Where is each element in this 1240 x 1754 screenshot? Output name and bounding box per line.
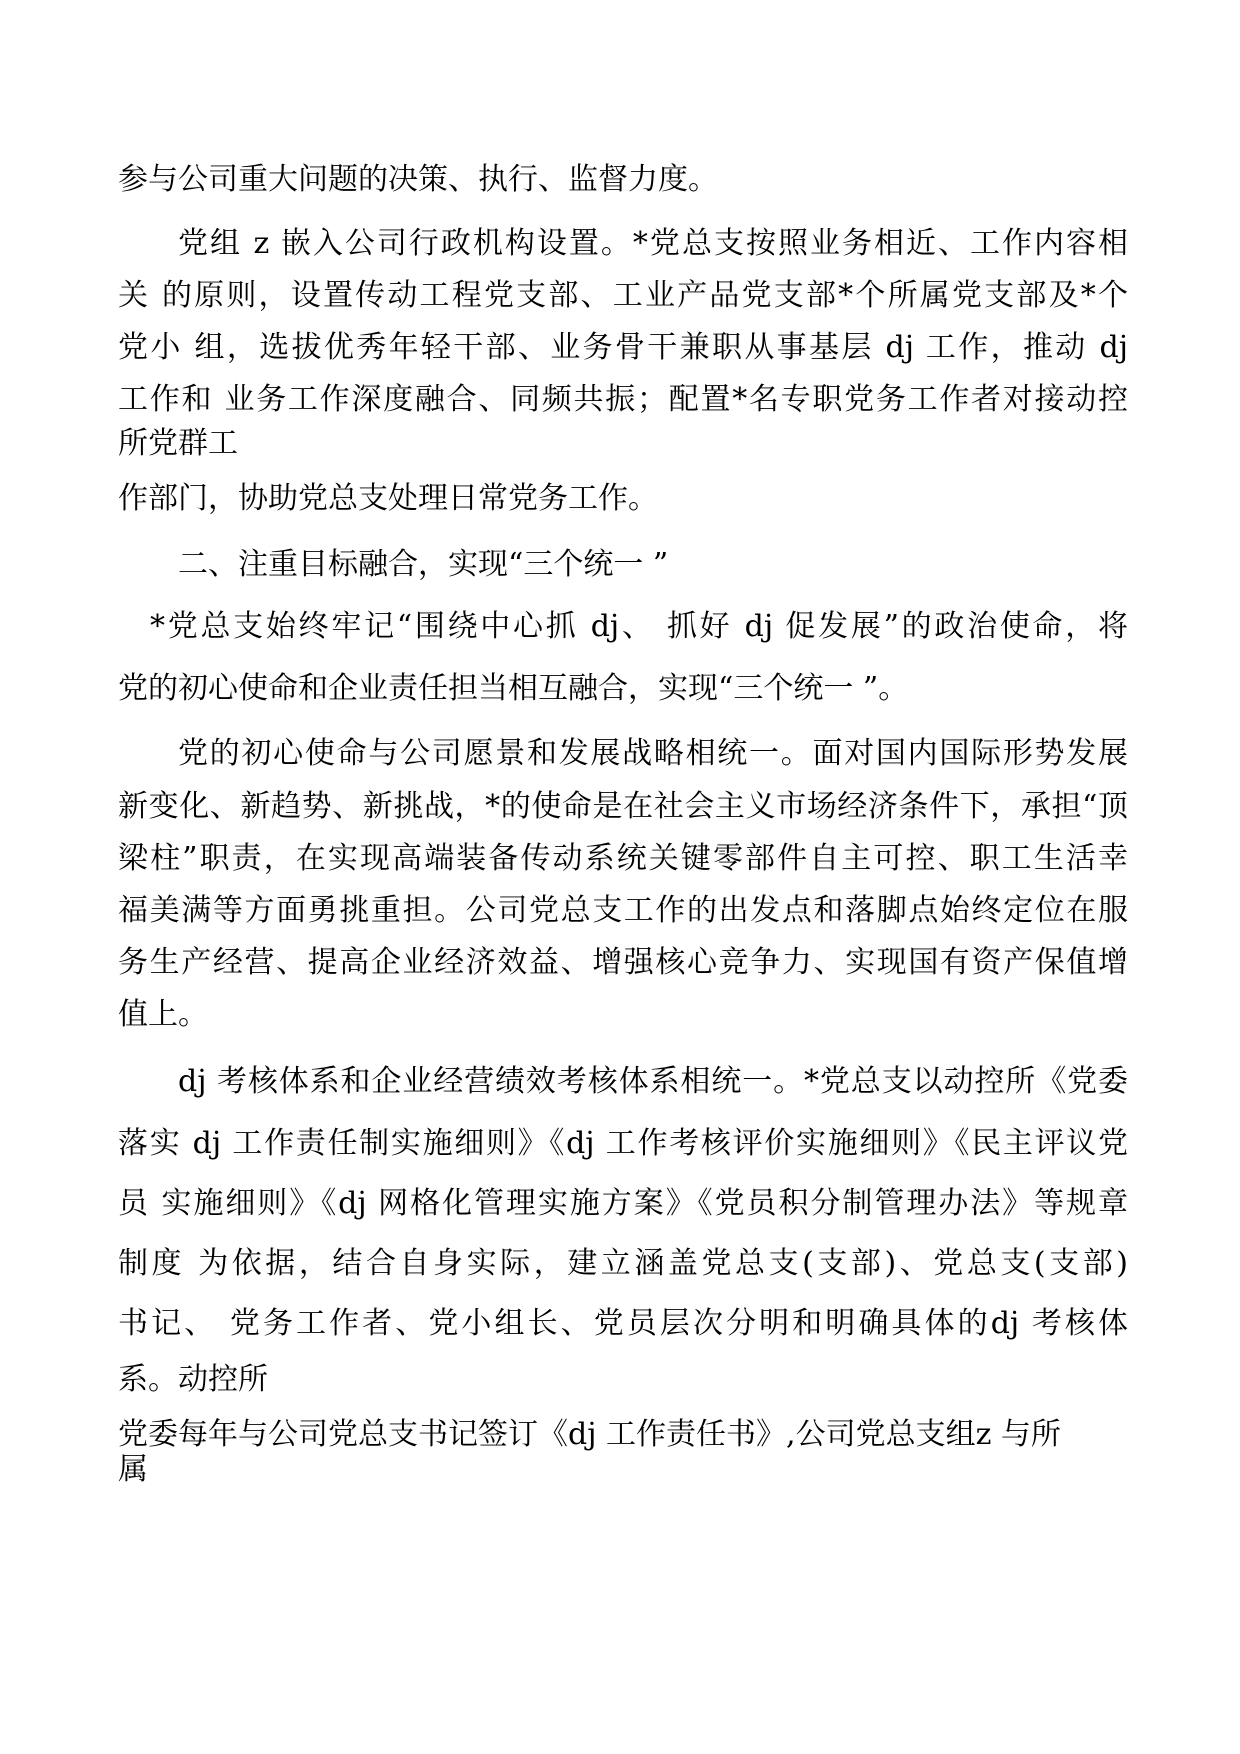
text-line-9: *党总支始终牢记“围绕中心抓 dj、 抓好 dj 促发展”的政治使命，将	[150, 609, 1128, 644]
text-line-7: 作部门，协助党总支处理日常党务工作。	[118, 481, 658, 516]
text-line-16: 值上。	[118, 997, 208, 1032]
text-line-24: 属	[118, 1452, 148, 1487]
text-line-6: 所党群工	[118, 426, 238, 461]
text-line-14: 福美满等方面勇挑重担。公司党总支工作的出发点和落脚点始终定位在服	[118, 893, 1128, 928]
text-line-3: 关 的原则，设置传动工程党支部、工业产品党支部*个所属党支部及*个	[118, 278, 1128, 313]
text-line-10: 党的初心使命和企业责任担当相互融合，实现“三个统一 ”。	[118, 671, 909, 706]
text-line-12: 新变化、新趋势、新挑战，*的使命是在社会主义市场经济条件下，承担“顶	[118, 789, 1128, 824]
text-line-21: 书记、 党务工作者、党小组长、党员层次分明和明确具体的dj 考核体	[118, 1306, 1128, 1341]
text-line-17: dj 考核体系和企业经营绩效考核体系相统一。*党总支以动控所《党委	[178, 1064, 1128, 1099]
text-line-4: 党小 组，选拔优秀年轻干部、业务骨干兼职从事基层 dj 工作，推动 dj	[118, 330, 1128, 365]
text-line-19: 员 实施细则》《dj 网格化管理实施方案》《党员积分制管理办法》等规章	[118, 1186, 1128, 1221]
text-line-5: 工作和 业务工作深度融合、同频共振；配置*名专职党务工作者对接动控	[118, 382, 1128, 417]
text-line-13: 梁柱”职责，在实现高端装备传动系统关键零部件自主可控、职工生活幸	[118, 841, 1128, 876]
text-line-23: 党委每年与公司党总支书记签订《dj 工作责任书》,公司党总支组z 与所	[118, 1417, 1061, 1452]
text-line-15: 务生产经营、提高企业经济效益、增强核心竞争力、实现国有资产保值增	[118, 945, 1128, 980]
text-line-2: 党组 z 嵌入公司行政机构设置。*党总支按照业务相近、工作内容相	[178, 226, 1128, 261]
text-line-20: 制度 为依据，结合自身实际，建立涵盖党总支(支部)、党总支(支部)	[118, 1246, 1128, 1281]
text-line-11: 党的初心使命与公司愿景和发展战略相统一。面对国内国际形势发展	[178, 736, 1128, 771]
text-line-18: 落实 dj 工作责任制实施细则》《dj 工作考核评价实施细则》《民主评议党	[118, 1126, 1128, 1161]
section-heading: 二、注重目标融合，实现“三个统一 ”	[178, 547, 669, 582]
text-line-1: 参与公司重大问题的决策、执行、监督力度。	[118, 162, 718, 197]
text-line-22: 系。动控所	[118, 1362, 268, 1397]
